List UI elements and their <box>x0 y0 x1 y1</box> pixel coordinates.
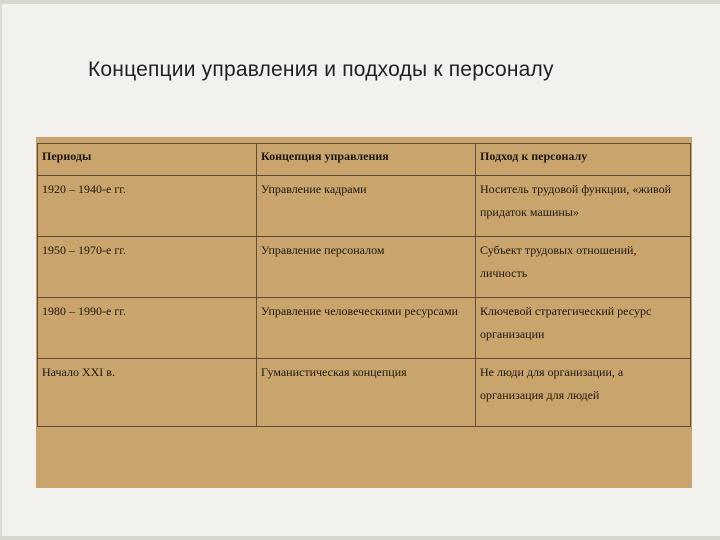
slide-title: Концепции управления и подходы к персоналу <box>88 58 554 81</box>
cell-approach: Ключевой стратегический ресурс организации <box>476 298 691 359</box>
cell-approach: Субъект трудовых отношений, личность <box>476 237 691 298</box>
cell-concept: Управление персоналом <box>257 237 476 298</box>
header-concept: Концепция управления <box>257 144 476 176</box>
cell-period: 1950 – 1970-е гг. <box>38 237 257 298</box>
header-approach: Подход к персоналу <box>476 144 691 176</box>
left-edge-bar <box>0 4 2 536</box>
cell-approach: Носитель трудовой функции, «живой придаток машины» <box>476 176 691 237</box>
cell-approach: Не люди для организации, а организация для людей <box>476 359 691 427</box>
top-stripe <box>0 0 720 4</box>
bottom-stripe <box>0 536 720 540</box>
header-periods: Периоды <box>38 144 257 176</box>
cell-concept: Гуманистическая концепция <box>257 359 476 427</box>
cell-period: 1980 – 1990-е гг. <box>38 298 257 359</box>
cell-concept: Управление кадрами <box>257 176 476 237</box>
concepts-table <box>37 143 691 427</box>
cell-period: Начало XXI в. <box>38 359 257 427</box>
table-row <box>38 176 691 237</box>
cell-period: 1920 – 1940-е гг. <box>38 176 257 237</box>
table-row <box>38 359 691 427</box>
table-row <box>38 298 691 359</box>
table-row <box>38 237 691 298</box>
cell-concept: Управление человеческими ресурсами <box>257 298 476 359</box>
table-bottom-fade <box>36 473 692 488</box>
table-header-row <box>38 144 691 176</box>
